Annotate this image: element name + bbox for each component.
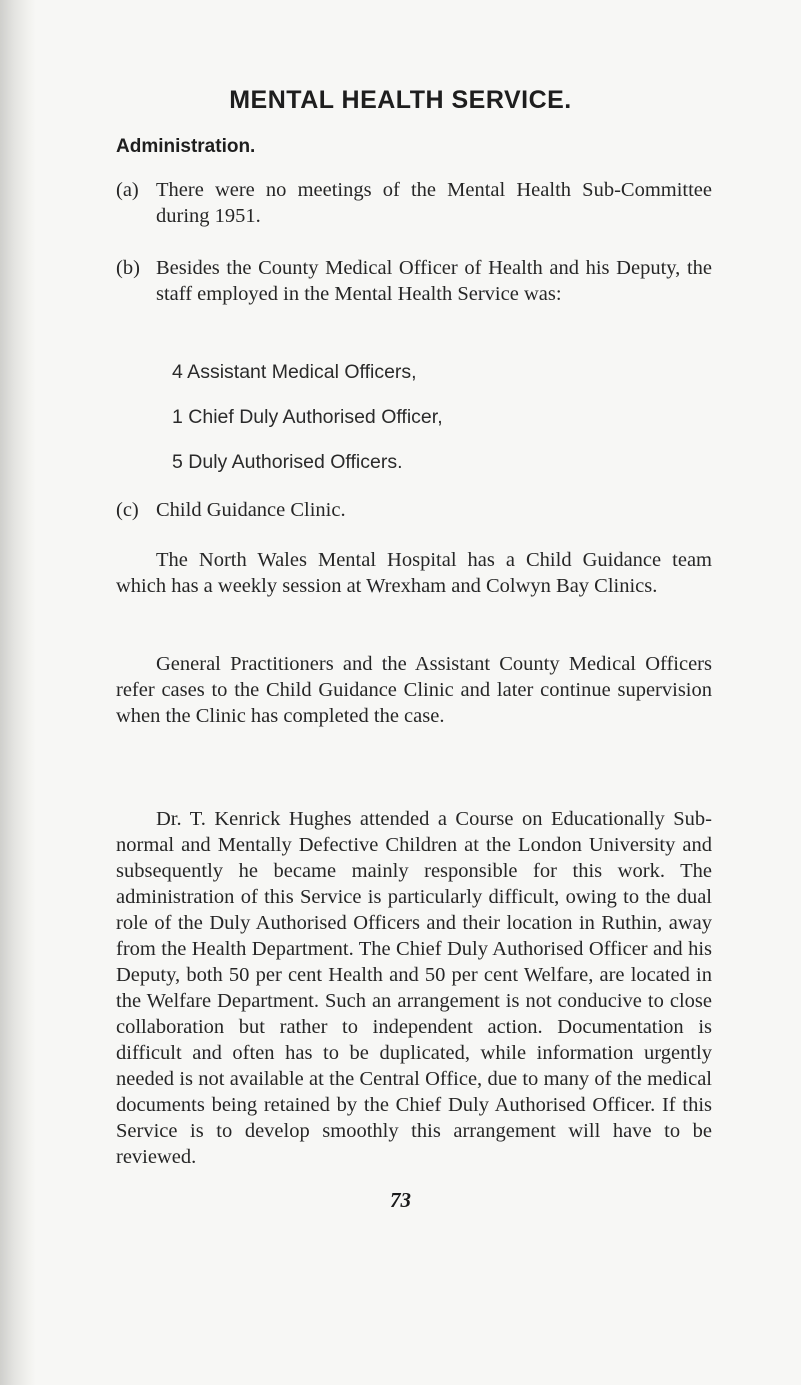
item-b — [116, 255, 712, 307]
staff-list-item: 1 Chief Duly Authorised Officer, — [172, 406, 443, 428]
paragraph-referrals: General Practitioners and the Assistant County Medical Officers refer cases to the Child Guidance Clinic and later continue supervision when the Clinic has completed the case. — [116, 653, 712, 727]
item-c-marker: (c) — [116, 499, 139, 521]
section-heading: Administration. — [116, 136, 256, 157]
item-a — [116, 177, 712, 229]
item-c-text: Child Guidance Clinic. — [156, 499, 346, 521]
page-number: 73 — [390, 1188, 411, 1212]
item-c — [116, 497, 712, 523]
staff-list-item: 5 Duly Authorised Officers. — [172, 451, 403, 473]
item-b-text: Besides the County Medical Officer of Health and his Deputy, the staff employed in the Mental Health Service was: — [156, 257, 712, 305]
item-a-text: There were no meetings of the Mental Health Sub-Committee during 1951. — [156, 179, 712, 227]
page-title: MENTAL HEALTH SERVICE. — [229, 86, 572, 114]
staff-list-item: 4 Assistant Medical Officers, — [172, 361, 417, 383]
paragraph-child-guidance-team: The North Wales Mental Hospital has a Child Guidance team which has a weekly session at Wrexham and Colwyn Bay Clinics. — [116, 549, 712, 597]
item-b-marker: (b) — [116, 257, 140, 279]
paragraph-administration-difficulties: Dr. T. Kenrick Hughes attended a Course on Educationally Sub-normal and Mentally Defective Children at the London University and subsequently he became mainly responsible for this work. The administration of this Service is particularly difficult, owing to the dual role of the Duly Authorised Officers and their location in Ruthin, away from the Health Department. The Chief Duly Authorised Officer and his Deputy, both 50 per cent Health and 50 per cent Welfare, are located in the Welfare Department. Such an arrangement is not conducive to close collaboration but rather to independent action. Documentation is difficult and often has to be duplicated, while information urgently needed is not available at the Central Office, due to many of the medical documents being retained by the Chief Duly Authorised Officer. If this Service is to develop smoothly this arrangement will have to be reviewed. — [116, 808, 712, 1168]
item-a-marker: (a) — [116, 179, 139, 201]
